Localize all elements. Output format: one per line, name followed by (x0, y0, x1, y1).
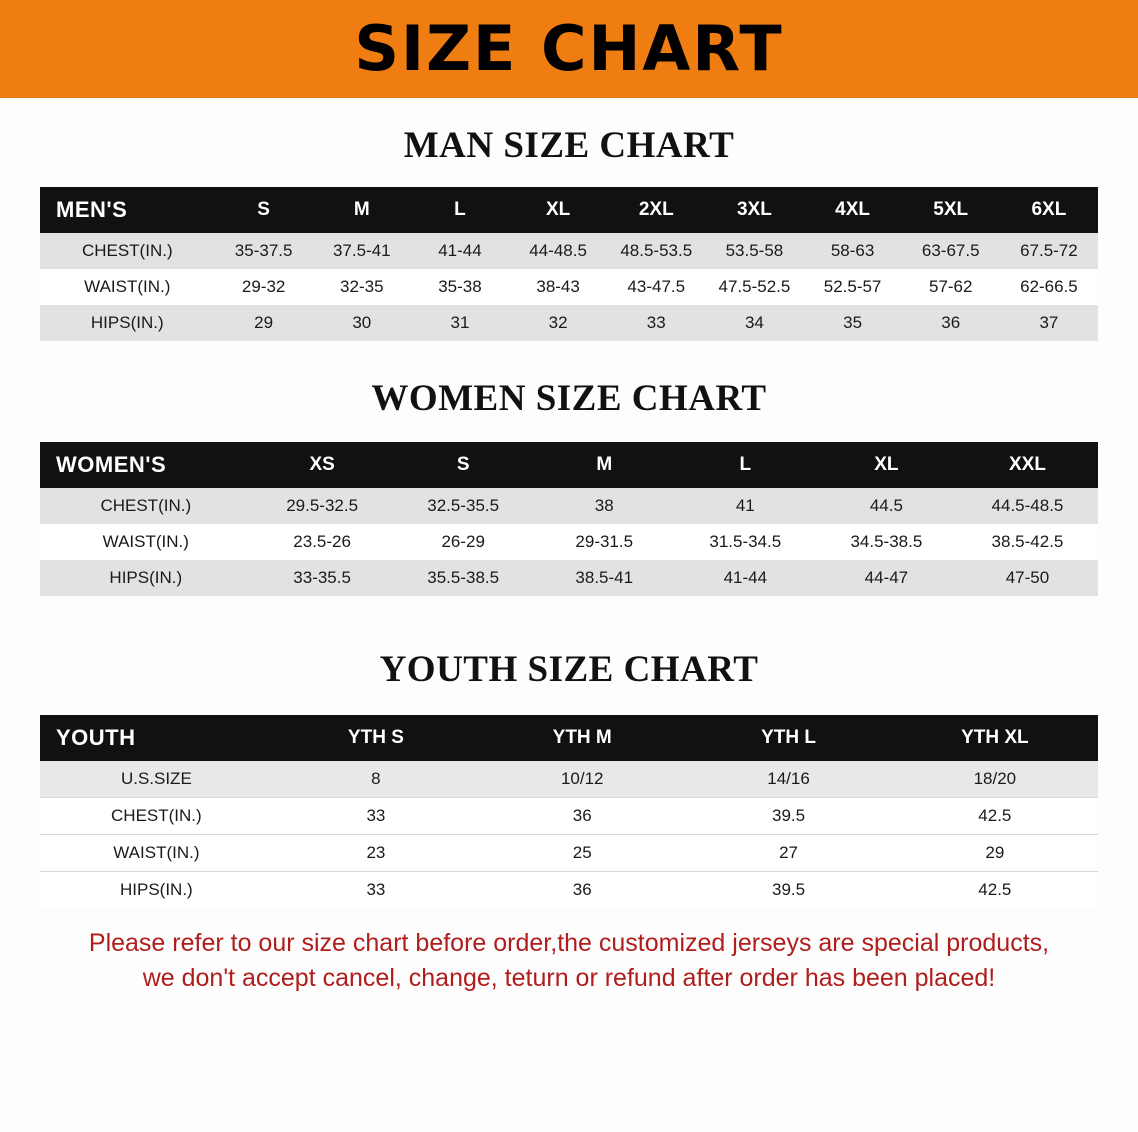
man-cell: 31 (450, 313, 470, 332)
man-header-cell: 4XL (835, 199, 870, 220)
women-header-cell: XS (309, 454, 335, 475)
disclaimer-line-1: Please refer to our size chart before order,the customized jerseys are special products, (88, 929, 1050, 957)
youth-cell: 33 (366, 880, 386, 899)
youth-header-cell: YOUTH (56, 725, 136, 750)
table-row (40, 761, 1098, 798)
youth-cell: 14/16 (685, 761, 891, 798)
women-header-cell: L (739, 454, 752, 475)
man-cell: 37 (1039, 313, 1059, 332)
man-row-label: CHEST(IN.) (81, 241, 173, 260)
man-cell: 58-63 (830, 241, 875, 260)
youth-row-label: HIPS(IN.) (120, 880, 193, 899)
women-row-label: HIPS(IN.) (109, 568, 183, 587)
man-cell: 47.5-52.5 (718, 277, 791, 296)
youth-cell: 39.5 (685, 798, 891, 835)
youth-cell: 27 (685, 835, 891, 872)
man-header-cell: 6XL (1031, 199, 1067, 220)
women-header-cell: S (456, 454, 470, 475)
man-header-cell: 2XL (638, 199, 674, 220)
youth-header-cell: YTH S (347, 727, 404, 748)
table-row (40, 524, 1098, 560)
women-header-cell: M (596, 454, 613, 475)
man-cell: 35 (843, 313, 863, 332)
man-header-cell: M (353, 199, 370, 220)
women-cell: 38 (594, 496, 614, 515)
youth-cell: 8 (273, 761, 479, 798)
youth-section-title: YOUTH SIZE CHART (379, 649, 759, 690)
women-cell: 44-47 (864, 568, 909, 587)
man-header-cell: 5XL (933, 199, 969, 220)
youth-size-table (40, 715, 1098, 908)
women-cell: 38.5-41 (575, 568, 634, 587)
youth-row-label: CHEST(IN.) (40, 798, 273, 835)
table-row (40, 798, 1098, 835)
youth-cell: 36 (479, 798, 685, 835)
man-header-cell: L (454, 199, 466, 220)
youth-table-wrap (0, 715, 1138, 908)
youth-cell: 18/20 (892, 761, 1098, 798)
youth-row-label: U.S.SIZE (40, 761, 273, 798)
women-header-cell: WOMEN'S (56, 452, 167, 477)
women-cell: 47-50 (1005, 568, 1050, 587)
disclaimer-note (34, 926, 1104, 995)
women-section-title: WOMEN SIZE CHART (371, 378, 767, 419)
man-cell: 38-43 (536, 277, 580, 296)
women-cell: 41-44 (723, 568, 768, 587)
table-row (40, 305, 1098, 341)
man-section-title: MAN SIZE CHART (403, 125, 735, 166)
women-size-table (40, 442, 1098, 596)
man-cell: 41-44 (438, 241, 482, 260)
man-cell: 30 (352, 313, 372, 332)
disclaimer-line-2: we don't accept cancel, change, teturn or refund after order has been placed! (142, 963, 996, 992)
man-cell: 32 (548, 313, 568, 332)
women-cell: 38.5-42.5 (991, 532, 1064, 551)
women-cell: 44.5 (869, 496, 903, 515)
youth-cell: 10/12 (479, 761, 685, 798)
man-cell: 67.5-72 (1020, 241, 1078, 260)
youth-cell: 36 (572, 880, 592, 899)
women-cell: 26-29 (441, 532, 485, 551)
man-header-cell: MEN'S (56, 197, 128, 222)
table-row (40, 233, 1098, 269)
man-header-cell: 3XL (736, 199, 772, 220)
page-title: SIZE CHART (354, 12, 784, 85)
man-size-table (40, 187, 1098, 341)
header-banner (0, 0, 1138, 98)
youth-header-cell: YTH XL (961, 727, 1029, 748)
man-cell: 63-67.5 (921, 241, 980, 260)
man-cell: 62-66.5 (1020, 277, 1078, 296)
women-cell: 35.5-38.5 (427, 568, 500, 587)
man-cell: 52.5-57 (823, 277, 882, 296)
women-cell: 33-35.5 (293, 568, 351, 587)
man-header-cell: S (257, 199, 270, 220)
man-cell: 34 (744, 313, 764, 332)
man-row-label: WAIST(IN.) (84, 277, 171, 296)
women-cell: 32.5-35.5 (427, 496, 500, 515)
man-cell: 32-35 (340, 277, 384, 296)
table-row (40, 872, 1098, 909)
youth-cell: 23 (273, 835, 479, 872)
women-row-label: WAIST(IN.) (102, 532, 189, 551)
women-cell: 29.5-32.5 (286, 496, 359, 515)
table-row (40, 835, 1098, 872)
man-cell: 48.5-53.5 (620, 241, 693, 260)
women-cell: 41 (735, 496, 755, 515)
women-cell: 29-31.5 (575, 532, 634, 551)
women-table-wrap (0, 442, 1138, 596)
man-cell: 29-32 (241, 277, 286, 296)
youth-header-cell: YTH L (761, 727, 816, 748)
man-cell: 43-47.5 (627, 277, 686, 296)
youth-cell: 42.5 (978, 880, 1012, 899)
man-row-label: HIPS(IN.) (90, 313, 164, 332)
man-cell: 37.5-41 (332, 241, 391, 260)
youth-cell: 39.5 (771, 880, 806, 899)
women-cell: 31.5-34.5 (709, 532, 782, 551)
man-cell: 44-48.5 (529, 241, 587, 260)
youth-row-label: WAIST(IN.) (40, 835, 273, 872)
women-header-cell: XXL (1008, 454, 1046, 475)
man-table-header-row (40, 187, 1098, 233)
table-row (40, 488, 1098, 524)
man-cell: 57-62 (928, 277, 973, 296)
man-table-wrap (0, 187, 1138, 341)
women-cell: 44.5-48.5 (991, 496, 1064, 515)
man-cell: 53.5-58 (725, 241, 784, 260)
table-row (40, 269, 1098, 305)
man-cell: 36 (941, 313, 961, 332)
youth-table-header-row (40, 715, 1098, 761)
man-cell: 35-38 (438, 277, 482, 296)
man-cell: 33 (646, 313, 666, 332)
women-table-header-row (40, 442, 1098, 488)
women-row-label: CHEST(IN.) (100, 496, 192, 515)
man-cell: 29 (254, 313, 274, 332)
women-cell: 34.5-38.5 (850, 532, 923, 551)
youth-cell: 29 (892, 835, 1098, 872)
women-cell: 23.5-26 (293, 532, 351, 551)
youth-cell: 33 (273, 798, 479, 835)
youth-cell: 42.5 (892, 798, 1098, 835)
youth-header-cell: YTH M (552, 727, 612, 748)
man-cell: 35-37.5 (234, 241, 293, 260)
man-header-cell: XL (545, 199, 571, 220)
table-row (40, 560, 1098, 596)
women-header-cell: XL (874, 454, 899, 475)
youth-cell: 25 (479, 835, 685, 872)
